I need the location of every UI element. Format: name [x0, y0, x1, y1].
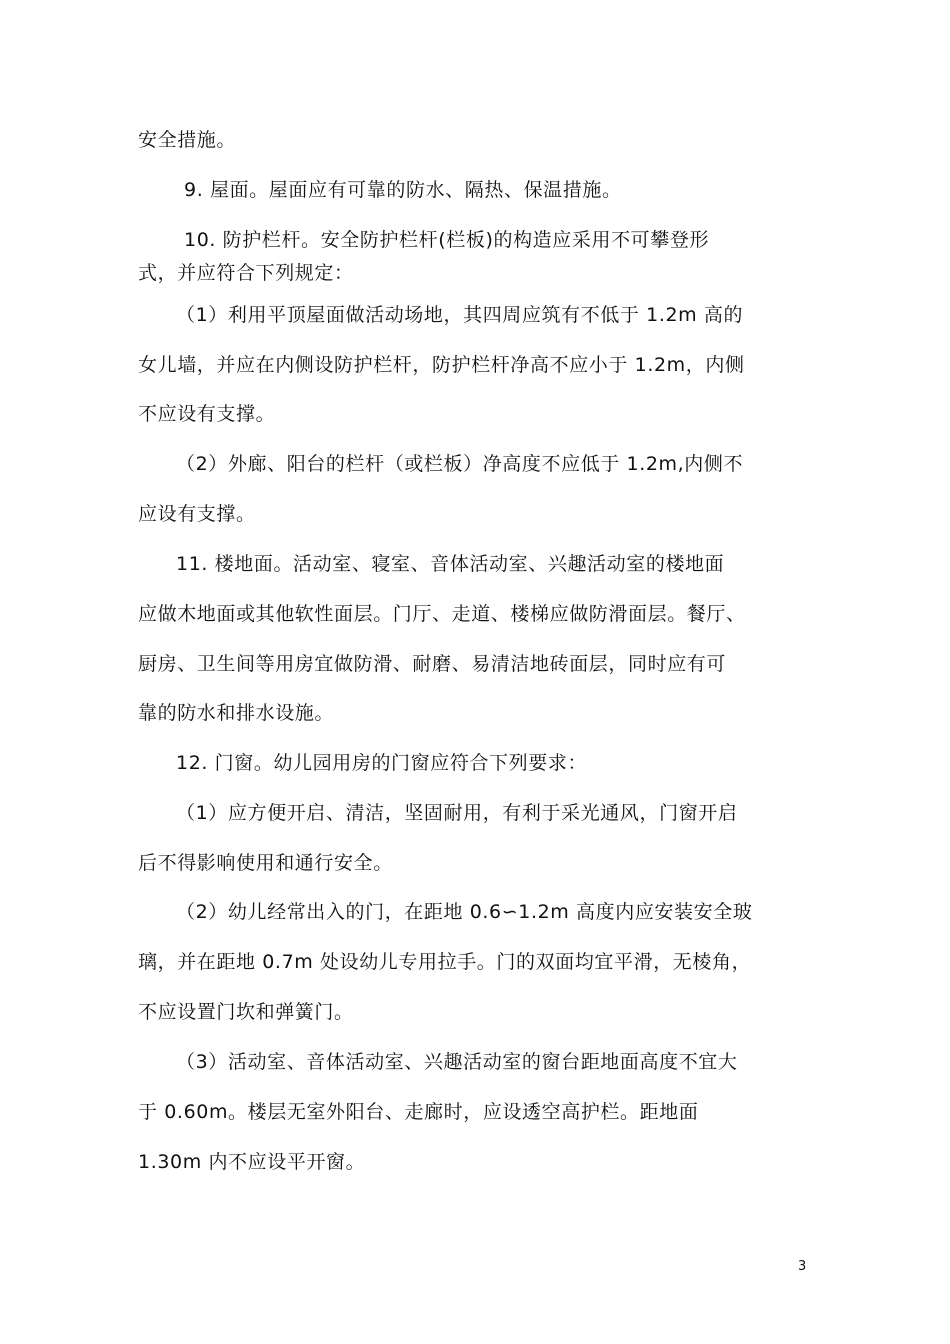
text-line: 女儿墙，并应在内侧设防护栏杆，防护栏杆净高不应小于 1.2m，内侧 — [138, 354, 745, 376]
text-line: （3）活动室、音体活动室、兴趣活动室的窗台距地面高度不宜大 — [176, 1051, 738, 1073]
text-line: （1）利用平顶屋面做活动场地，其四周应筑有不低于 1.2m 高的 — [176, 304, 744, 326]
text-line: 11. 楼地面。活动室、寝室、音体活动室、兴趣活动室的楼地面 — [176, 553, 725, 575]
page-number: 3 — [798, 1259, 807, 1274]
text-line: 1.30m 内不应设平开窗。 — [138, 1151, 366, 1173]
text-line: 应设有支撑。 — [138, 503, 256, 525]
text-line: 璃，并在距地 0.7m 处设幼儿专用拉手。门的双面均宜平滑，无棱角， — [138, 951, 752, 973]
text-line: 9. 屋面。屋面应有可靠的防水、隔热、保温措施。 — [184, 179, 622, 201]
text-line: 后不得影响使用和通行安全。 — [138, 852, 393, 874]
text-line: 式，并应符合下列规定： — [138, 262, 354, 284]
text-line: 于 0.60m。楼层无室外阳台、走廊时，应设透空高护栏。距地面 — [138, 1101, 699, 1123]
text-line: 12. 门窗。幼儿园用房的门窗应符合下列要求： — [176, 752, 588, 774]
text-line: （2）外廊、阳台的栏杆（或栏板）净高度不应低于 1.2m,内侧不 — [176, 453, 744, 475]
text-line: 靠的防水和排水设施。 — [138, 702, 335, 724]
text-line: （2）幼儿经常出入的门，在距地 0.6∽1.2m 高度内应安装安全玻 — [176, 901, 753, 923]
text-line: 应做木地面或其他软性面层。门厅、走道、楼梯应做防滑面层。餐厅、 — [138, 603, 746, 625]
text-line: 10. 防护栏杆。安全防护栏杆(栏板)的构造应采用不可攀登形 — [184, 229, 710, 251]
text-line: 不应设置门坎和弹簧门。 — [138, 1001, 354, 1023]
text-line: 不应设有支撑。 — [138, 403, 276, 425]
text-line: （1）应方便开启、清洁，坚固耐用，有利于采光通风，门窗开启 — [176, 802, 738, 824]
text-line: 安全措施。 — [138, 129, 237, 151]
text-line: 厨房、卫生间等用房宜做防滑、耐磨、易清洁地砖面层，同时应有可 — [138, 653, 727, 675]
